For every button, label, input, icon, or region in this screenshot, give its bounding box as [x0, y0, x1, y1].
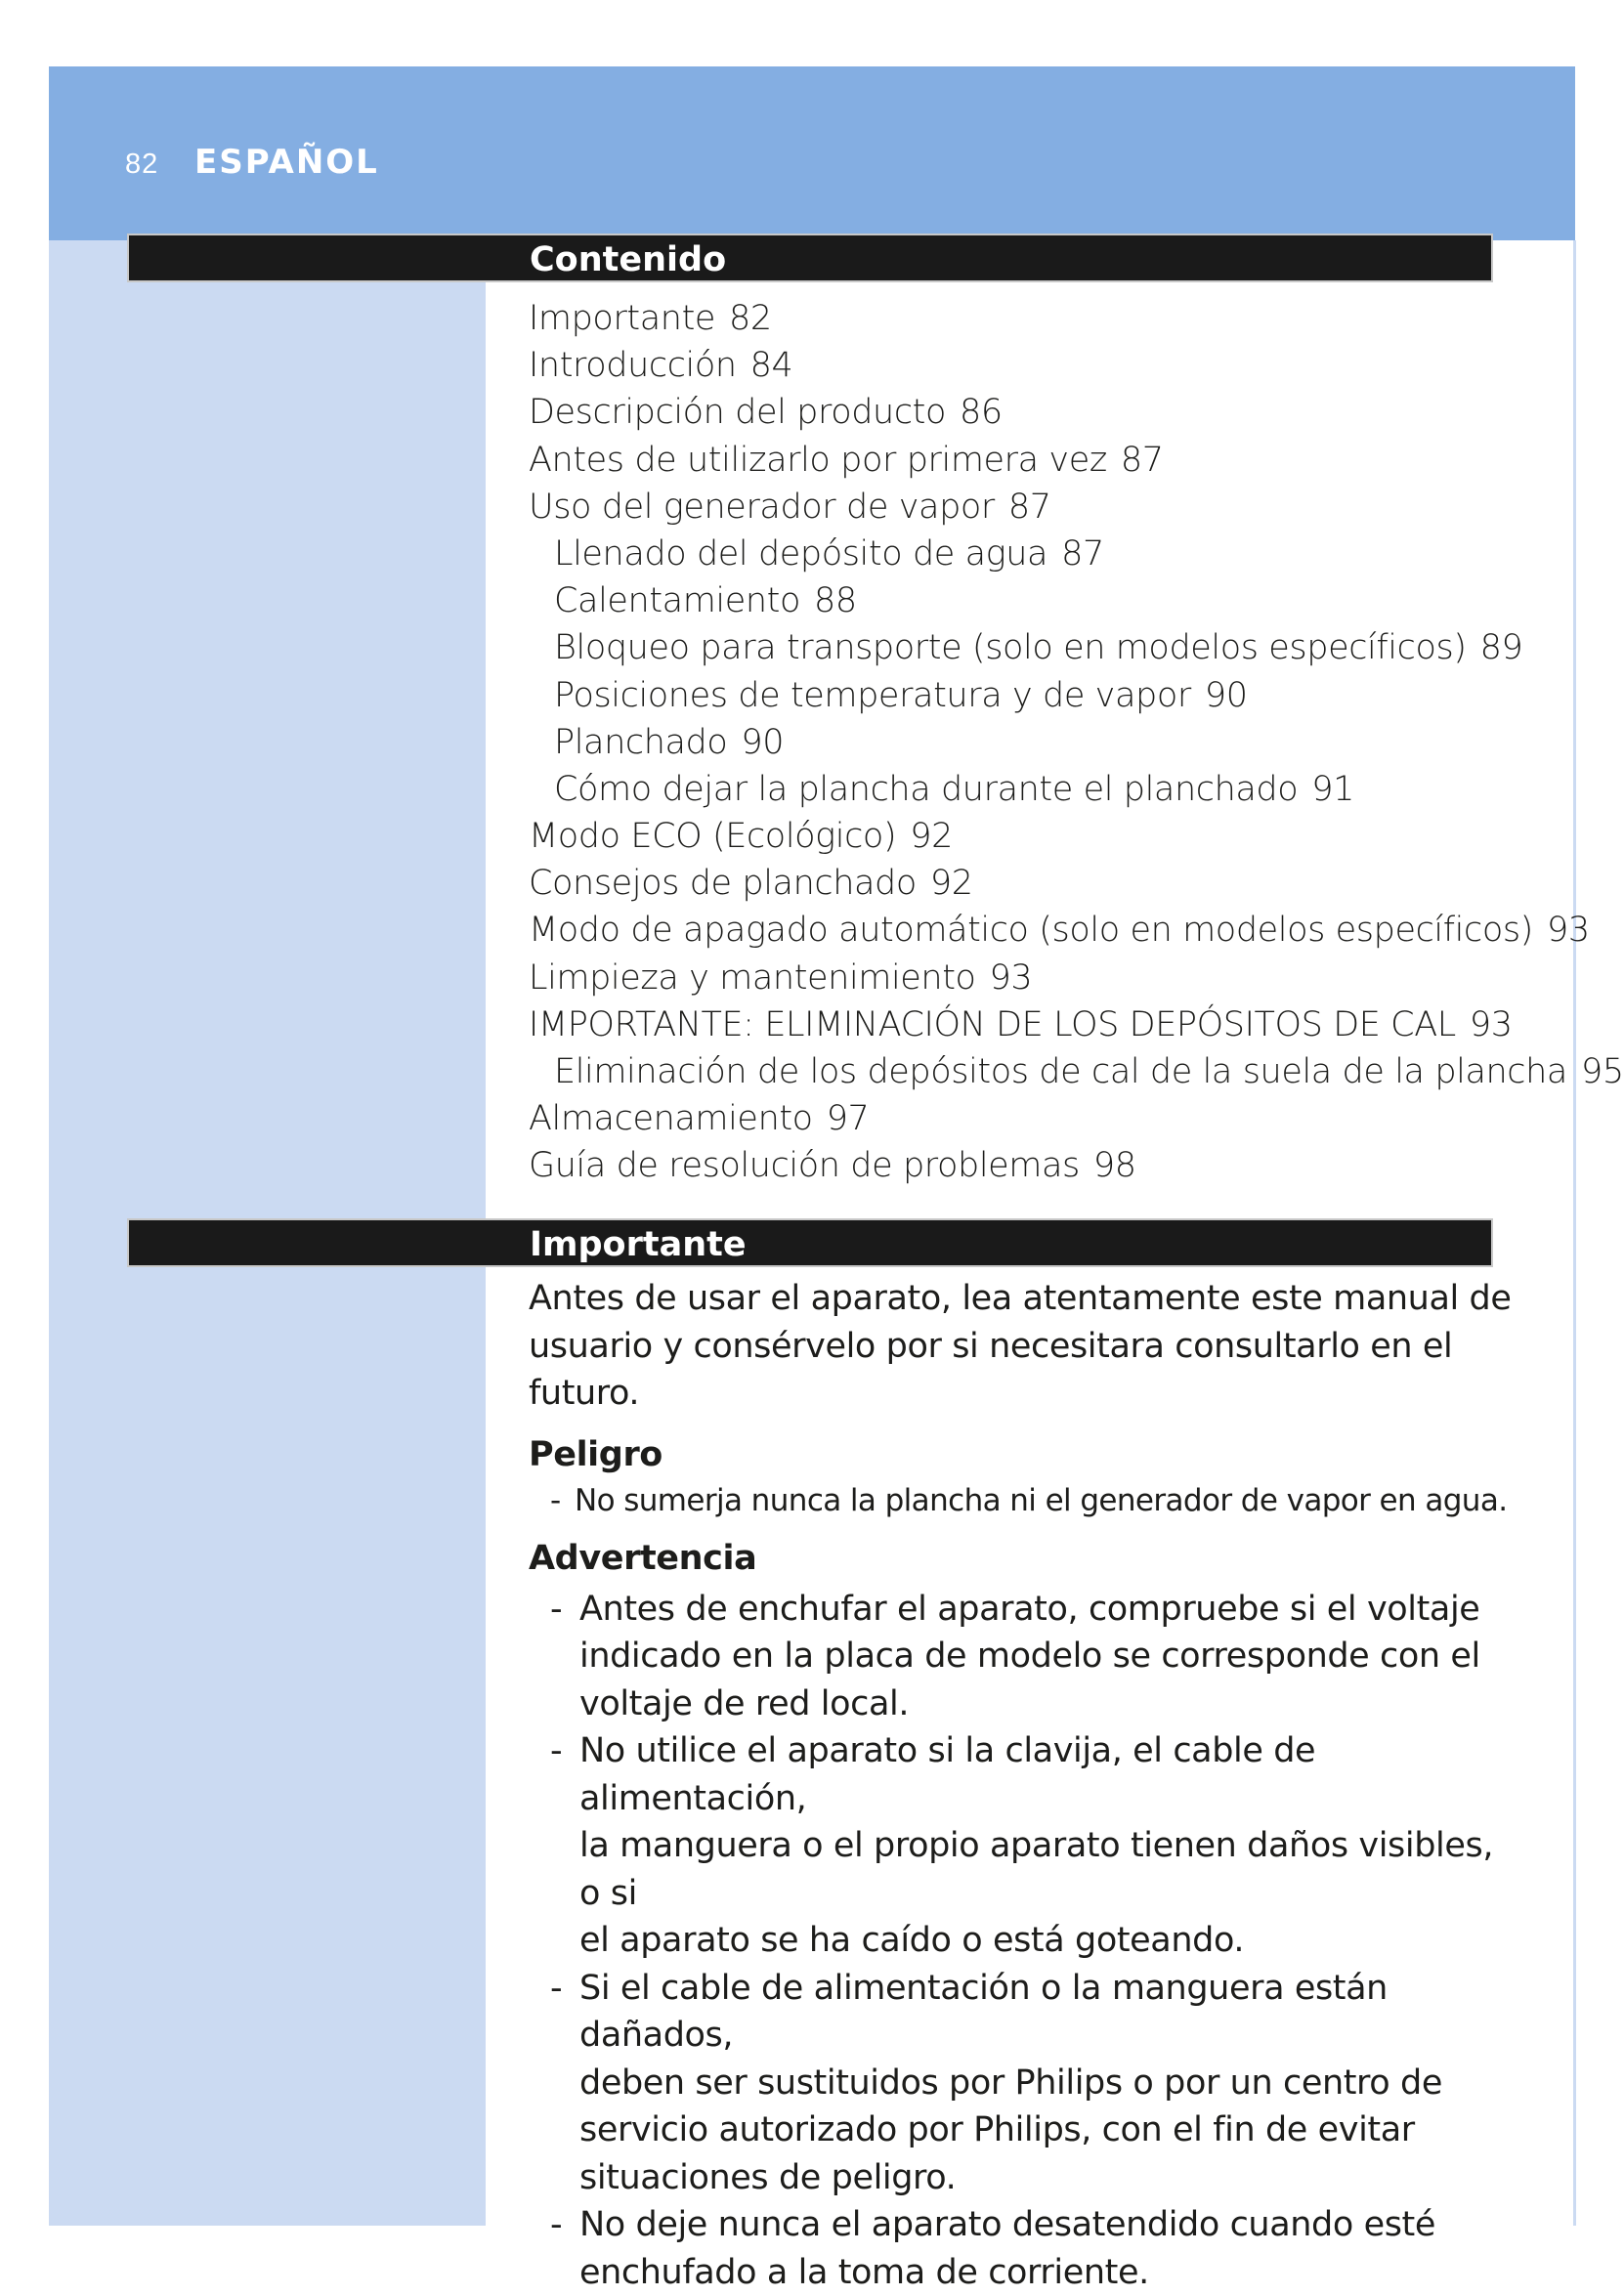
toc-entry	[529, 389, 1516, 436]
toc-entry-page: 95	[1581, 1052, 1624, 1091]
toc-entry-page: 87	[1121, 441, 1164, 480]
bullet-dash: -	[550, 2201, 562, 2249]
toc-entry-label: Posiciones de temperatura y de vapor	[554, 676, 1191, 715]
warning-heading: Advertencia	[529, 1535, 1516, 1582]
toc-entry-page: 82	[729, 299, 772, 338]
warning-list	[529, 1586, 1516, 2296]
bullet-item	[529, 1478, 1516, 1523]
toc-entry-label: Consejos de planchado	[529, 864, 917, 903]
toc-entry	[529, 484, 1516, 531]
toc-entry-page: 92	[910, 817, 953, 856]
toc-entry-label: Descripción del producto	[529, 393, 946, 432]
bullet-item	[529, 1727, 1516, 1965]
toc-entry	[529, 1095, 1516, 1142]
bullet-dash: -	[550, 1965, 562, 2013]
toc-entry-page: 91	[1311, 770, 1354, 809]
toc-entry-page: 84	[750, 346, 793, 385]
toc-entry-label: Cómo dejar la plancha durante el planchado	[554, 770, 1298, 809]
toc-entry-label: Bloqueo para transporte (solo en modelos específicos)	[554, 628, 1467, 667]
danger-list	[529, 1478, 1516, 1523]
toc-entry	[529, 766, 1516, 813]
toc-entry	[529, 860, 1516, 907]
page-number: 82	[125, 149, 158, 181]
toc-entry-label: Limpieza y mantenimiento	[529, 958, 976, 998]
bullet-line: deben ser sustituidos por Philips o por un centro de	[579, 2060, 1516, 2107]
toc-entry	[529, 437, 1516, 484]
bullet-dash: -	[550, 1586, 562, 1634]
toc-entry-label: IMPORTANTE: ELIMINACIÓN DE LOS DEPÓSITOS DE CAL	[529, 1005, 1456, 1044]
toc-entry	[529, 955, 1516, 1001]
toc-entry-label: Modo de apagado automático (solo en modelos específicos)	[529, 911, 1533, 950]
toc-entry-page: 93	[1470, 1005, 1513, 1044]
toc-entry-page: 89	[1480, 628, 1523, 667]
intro-paragraph	[529, 1275, 1516, 1418]
toc-entry	[529, 624, 1516, 671]
bullet-line: el aparato se ha caído o está goteando.	[579, 1917, 1516, 1965]
toc-entry-page: 98	[1093, 1146, 1136, 1185]
toc-entry-page: 86	[960, 393, 1003, 432]
toc-entry-label: Importante	[529, 299, 715, 338]
toc-entry-label: Planchado	[554, 723, 727, 762]
toc-entry	[529, 672, 1516, 719]
bullet-line: No sumerja nunca la plancha ni el generador de vapor en agua.	[575, 1478, 1516, 1523]
toc-entry-page: 90	[741, 723, 784, 762]
toc-entry-page: 87	[1008, 488, 1051, 527]
bullet-dash: -	[550, 1478, 561, 1523]
toc-entry-page: 88	[814, 581, 857, 620]
toc-entry-label: Guía de resolución de problemas	[529, 1146, 1080, 1185]
toc-entry	[529, 577, 1516, 624]
toc-entry-page: 92	[930, 864, 973, 903]
table-of-contents	[529, 295, 1516, 1190]
toc-entry-label: Almacenamiento	[529, 1099, 813, 1138]
toc-entry	[529, 1142, 1516, 1189]
intro-line: Antes de usar el aparato, lea atentamente este manual de	[529, 1279, 1512, 1318]
toc-entry-page: 87	[1061, 534, 1104, 574]
toc-entry	[529, 1001, 1516, 1048]
intro-line: usuario y consérvelo por si necesitara consultarlo en el futuro.	[529, 1327, 1452, 1414]
toc-entry-label: Eliminación de los depósitos de cal de la suela de la plancha	[554, 1052, 1567, 1091]
toc-entry	[529, 907, 1516, 954]
right-margin-rule	[1573, 240, 1576, 2226]
toc-entry	[529, 295, 1516, 342]
toc-entry	[529, 1048, 1516, 1095]
bullet-item	[529, 1586, 1516, 1728]
bullet-line: voltaje de red local.	[579, 1680, 1516, 1728]
toc-entry-page: 90	[1205, 676, 1248, 715]
toc-entry-label: Calentamiento	[554, 581, 800, 620]
toc-title: Contenido	[530, 240, 726, 279]
bullet-dash: -	[550, 1727, 562, 1775]
toc-entry-label: Llenado del depósito de agua	[554, 534, 1047, 574]
language-label: ESPAÑOL	[194, 143, 379, 182]
bullet-line: Si el cable de alimentación o la manguera están dañados,	[579, 1965, 1516, 2060]
bullet-line: la manguera o el propio aparato tienen daños visibles, o si	[579, 1822, 1516, 1917]
bullet-line: indicado en la placa de modelo se corresponde con el	[579, 1633, 1516, 1680]
toc-entry-page: 93	[1547, 911, 1590, 950]
toc-entry-label: Modo ECO (Ecológico)	[529, 817, 896, 856]
toc-entry-label: Introducción	[529, 346, 737, 385]
bullet-item	[529, 1965, 1516, 2202]
bullet-line: enchufado a la toma de corriente.	[579, 2249, 1516, 2296]
danger-heading: Peligro	[529, 1431, 1516, 1478]
important-content	[529, 1275, 1516, 2296]
toc-entry-label: Antes de utilizarlo por primera vez	[529, 441, 1107, 480]
toc-entry-page: 93	[990, 958, 1033, 998]
bullet-line: No deje nunca el aparato desatendido cuando esté	[579, 2201, 1516, 2249]
toc-entry	[529, 813, 1516, 860]
important-title: Importante	[530, 1225, 747, 1264]
toc-section-bar	[127, 234, 1493, 282]
toc-entry-label: Uso del generador de vapor	[529, 488, 995, 527]
toc-entry	[529, 531, 1516, 577]
toc-entry-page: 97	[827, 1099, 870, 1138]
toc-entry	[529, 342, 1516, 389]
bullet-line: situaciones de peligro.	[579, 2154, 1516, 2202]
bullet-line: servicio autorizado por Philips, con el fin de evitar	[579, 2106, 1516, 2154]
important-section-bar	[127, 1218, 1493, 1267]
bullet-line: Antes de enchufar el aparato, compruebe si el voltaje	[579, 1586, 1516, 1634]
bullet-line: No utilice el aparato si la clavija, el cable de alimentación,	[579, 1727, 1516, 1822]
toc-entry	[529, 719, 1516, 766]
bullet-item	[529, 2201, 1516, 2296]
